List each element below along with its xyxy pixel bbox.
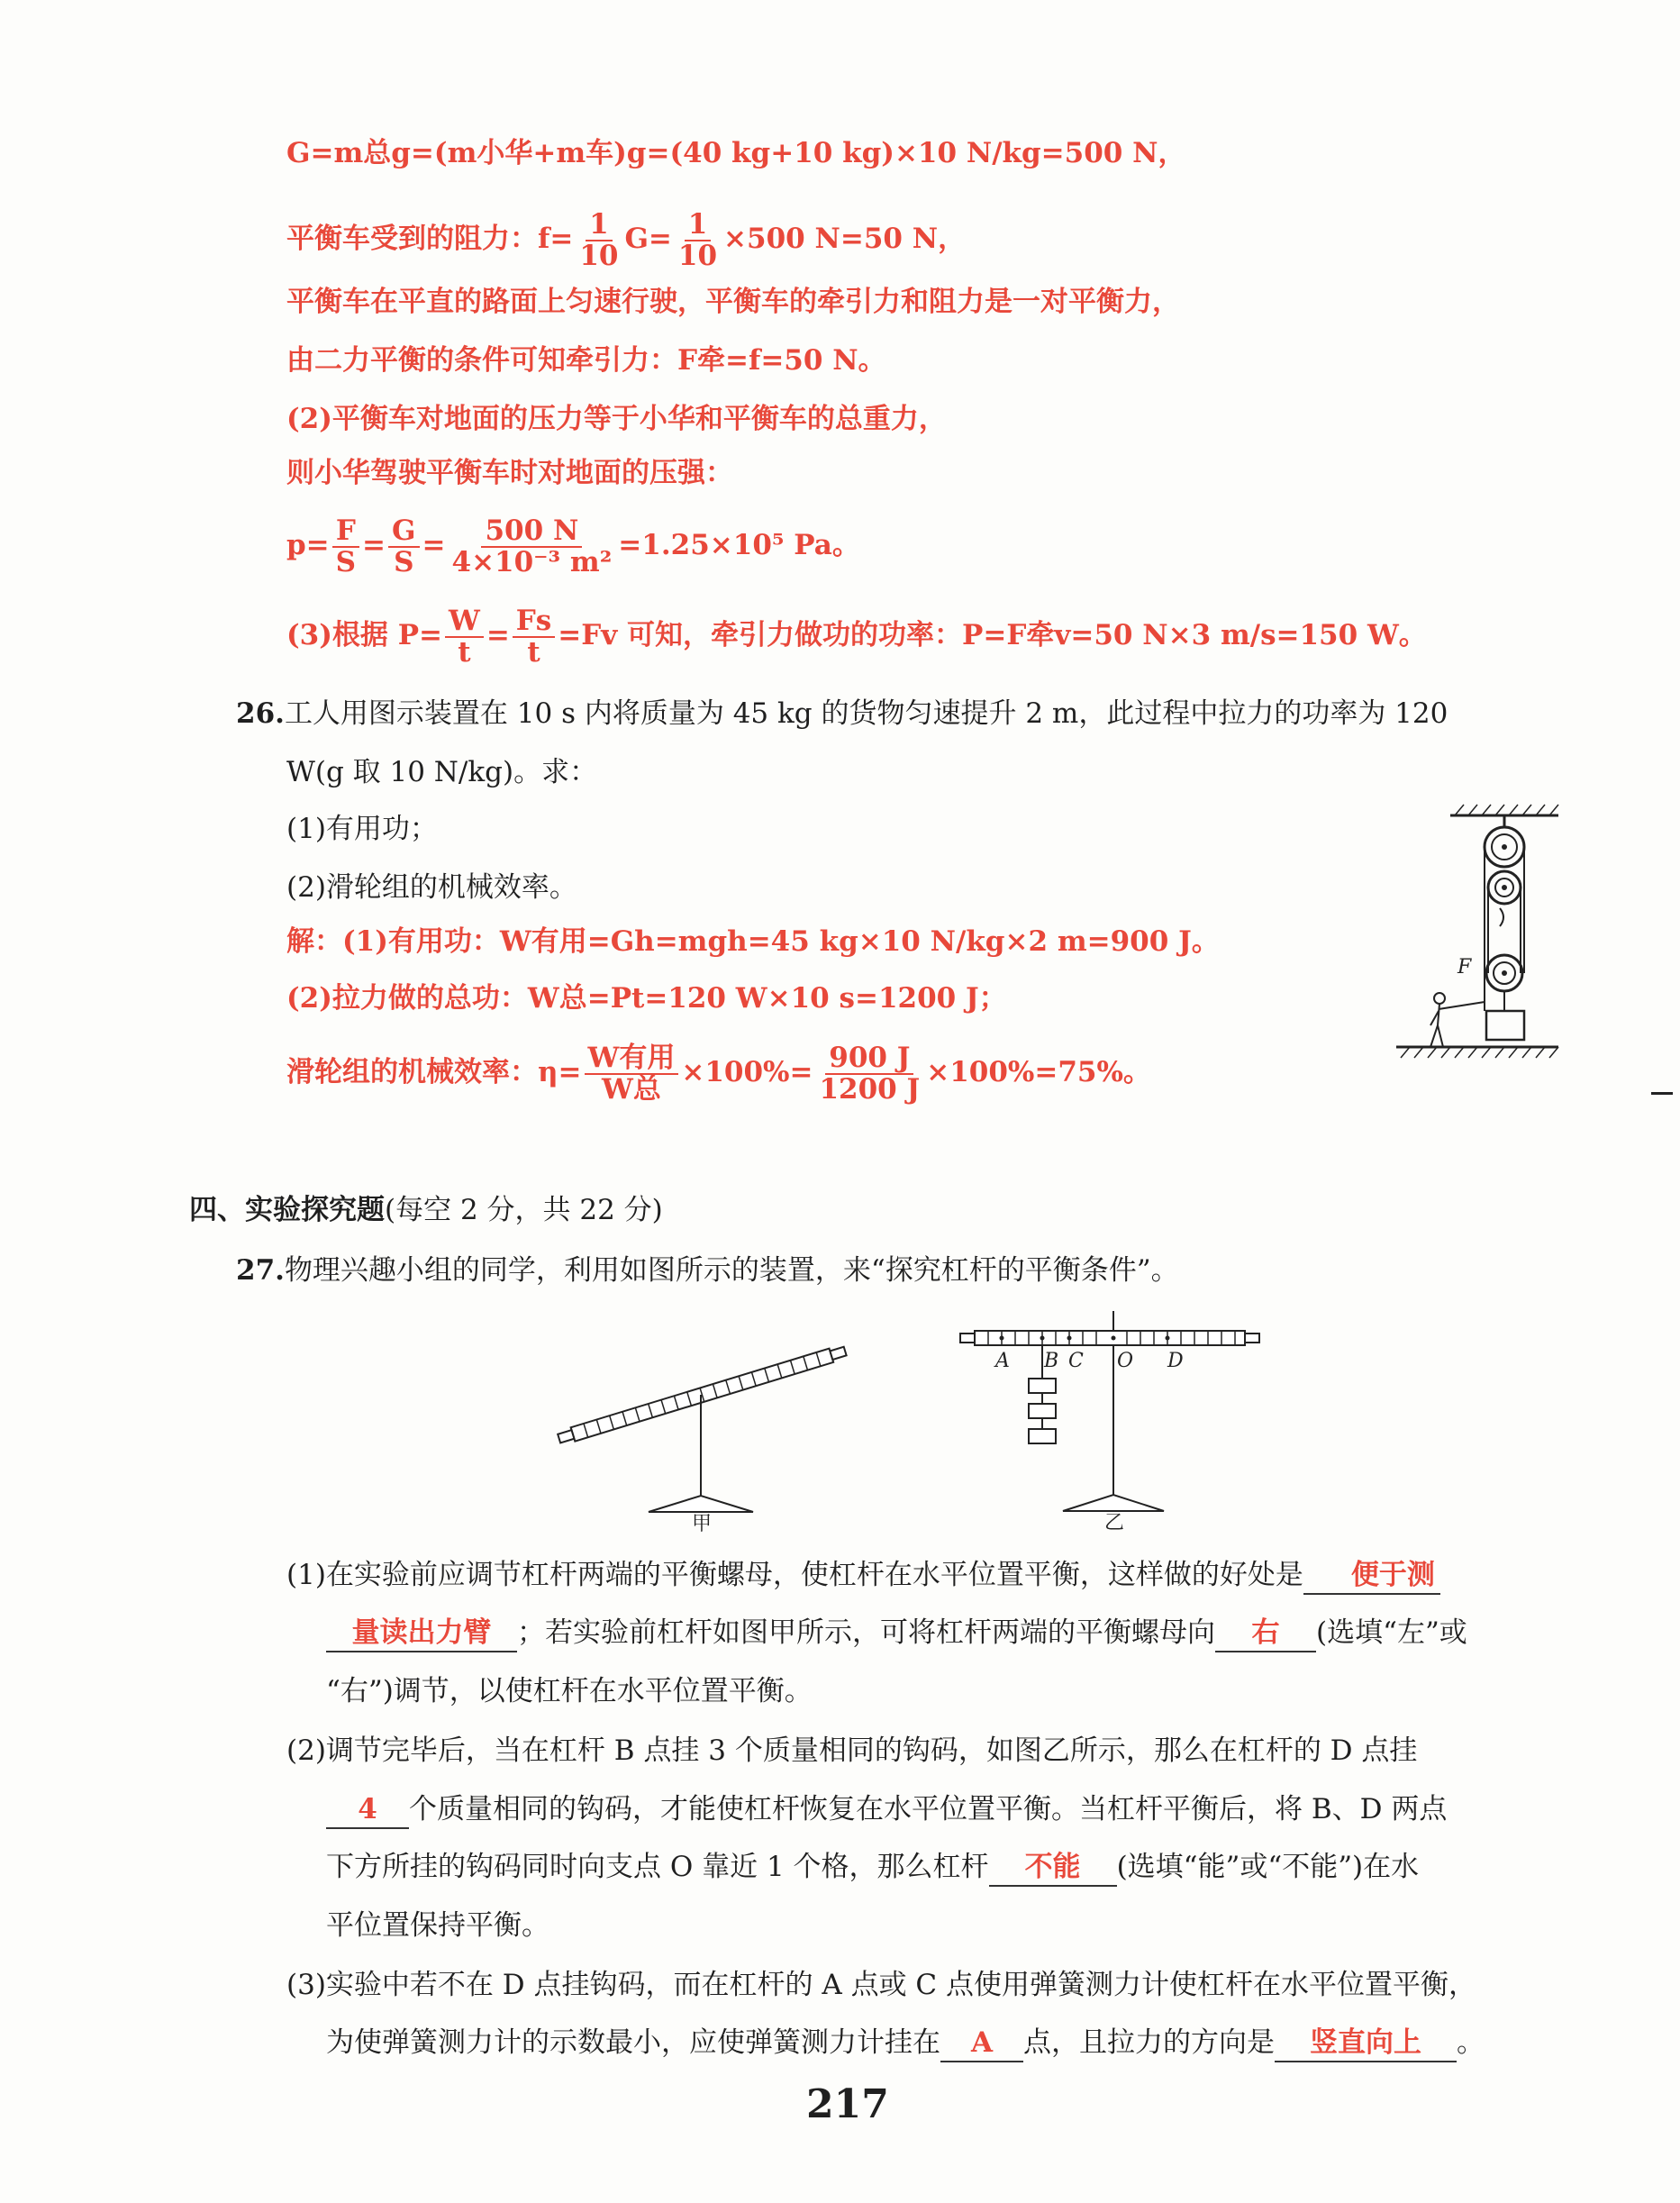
q25-solution-line6: 则小华驾驶平衡车时对地面的压强： [286, 457, 733, 489]
q26-stem-line2: W(g 取 10 N/kg)。求： [286, 756, 598, 788]
pulley-figure [1378, 802, 1594, 1063]
q25-solution-line4: 由二力平衡的条件可知牵引力：F牵=f=50 N。 [286, 344, 886, 377]
answer-blank-4: 不能 [989, 1849, 1117, 1887]
lever-figure-jia [549, 1315, 856, 1535]
q27-part3-line2: 为使弹簧测力计的示数最小，应使弹簧测力计挂在 A 点，且拉力的方向是 竖直向上 。 [326, 2025, 1485, 2062]
page-number: 217 [806, 2081, 889, 2127]
q25-solution-line8: (3)根据 P= $\frac{W}{t}$ = $\frac{Fs}{t}$ =Fv 可知，牵引力做功的功率：P=F牵v=50 N×3 m/s=150 W。 [286, 604, 1427, 669]
force-label: F [1458, 956, 1472, 979]
point-label-a: A [995, 1350, 1010, 1372]
ceiling-hatch [1455, 805, 1558, 815]
answer-blank-3: 4 [326, 1791, 409, 1829]
answer-blank-2: 右 [1215, 1615, 1316, 1652]
q26-part2: (2)滑轮组的机械效率。 [286, 871, 577, 904]
answer-blank-1a: 便于测 [1303, 1557, 1440, 1595]
q26-part1: (1)有用功； [286, 813, 438, 845]
point-label-b: B [1044, 1350, 1059, 1372]
q26-stem-line1: 26.工人用图示装置在 10 s 内将质量为 45 kg 的货物匀速提升 2 m，此过程中拉力的功率为 120 [236, 697, 1448, 730]
answer-blank-6: 竖直向上 [1275, 2025, 1457, 2062]
answer-blank-5: A [940, 2025, 1023, 2062]
cargo-box [1486, 1011, 1524, 1040]
point-label-o: O [1117, 1350, 1134, 1372]
stand-base [649, 1496, 753, 1512]
q27-part2-line1: (2)调节完毕后，当在杠杆 B 点挂 3 个质量相同的钩码，如图乙所示，那么在杠杆的 D 点挂 [286, 1734, 1418, 1767]
q25-solution-line7: p= $\frac{F}{S}$ = $\frac{G}{S}$ = $\frac{500 N}{\text{4×10⁻³ m²}}$ =1.25×10⁵ Pa。 [286, 514, 860, 578]
q27-part1-line1: (1)在实验前应调节杠杆两端的平衡螺母，使杠杆在水平位置平衡，这样做的好处是 便于测 [286, 1557, 1440, 1595]
q25-solution-line5: (2)平衡车对地面的压力等于小华和平衡车的总重力， [286, 403, 947, 435]
stand-base [1063, 1495, 1164, 1511]
margin-mark [1651, 1092, 1673, 1095]
q27-part2-line4: 平位置保持平衡。 [326, 1909, 549, 1942]
q26-solution-1: 解：(1)有用功：W有用=Gh=mgh=45 kg×10 N/kg×2 m=900 J。 [286, 925, 1220, 958]
answer-blank-1b: 量读出力臂 [326, 1615, 517, 1652]
q27-part2-line3: 下方所挂的钩码同时向支点 O 靠近 1 个格，那么杠杆 不能 (选填“能”或“不能”)在水 [326, 1849, 1419, 1887]
q26-solution-2: (2)拉力做的总功：W总=Pt=120 W×10 s=1200 J； [286, 982, 1007, 1015]
q27-stem: 27.物理兴趣小组的同学，利用如图所示的装置，来“探究杠杆的平衡条件”。 [236, 1254, 1179, 1287]
q27-part1-line2: 量读出力臂 ；若实验前杠杆如图甲所示，可将杠杆两端的平衡螺母向 右 (选填“左”或 [326, 1615, 1467, 1652]
q25-solution-line3: 平衡车在平直的路面上匀速行驶，平衡车的牵引力和阻力是一对平衡力， [286, 286, 1180, 318]
section4-heading: 四、实验探究题(每空 2 分，共 22 分) [189, 1194, 663, 1226]
q27-part1-line3: “右”)调节，以使杠杆在水平位置平衡。 [326, 1675, 813, 1707]
point-label-d: D [1167, 1350, 1184, 1372]
q25-solution-line1: G=m总g=(m小华+m车)g=(40 kg+10 kg)×10 N/kg=500 N， [286, 137, 1186, 169]
q25-solution-line2: 平衡车受到的阻力：f= $\frac{1}{10}$ G= $\frac{1}{10}$ ×500 N=50 N， [286, 207, 967, 272]
figure-yi-label: 乙 [1104, 1512, 1125, 1534]
q27-part2-line2: 4 个质量相同的钩码，才能使杠杆恢复在水平位置平衡。当杠杆平衡后，将 B、D 两点 [326, 1791, 1447, 1829]
ground-hatch [1401, 1047, 1558, 1058]
worker-figure [1430, 993, 1485, 1047]
lever-figure-yi [955, 1311, 1279, 1532]
figure-jia-label: 甲 [692, 1513, 713, 1535]
point-label-c: C [1068, 1350, 1084, 1372]
q27-part3-line1: (3)实验中若不在 D 点挂钩码，而在杠杆的 A 点或 C 点使用弹簧测力计使杠杆在水平位置平衡， [286, 1969, 1476, 2001]
q26-solution-3: 滑轮组的机械效率：η= $\frac{\text{W有用}}{\text{W总}}$ ×100%= $\frac{900 J}{1200 J}$ ×100%=75%。 [286, 1041, 1151, 1106]
